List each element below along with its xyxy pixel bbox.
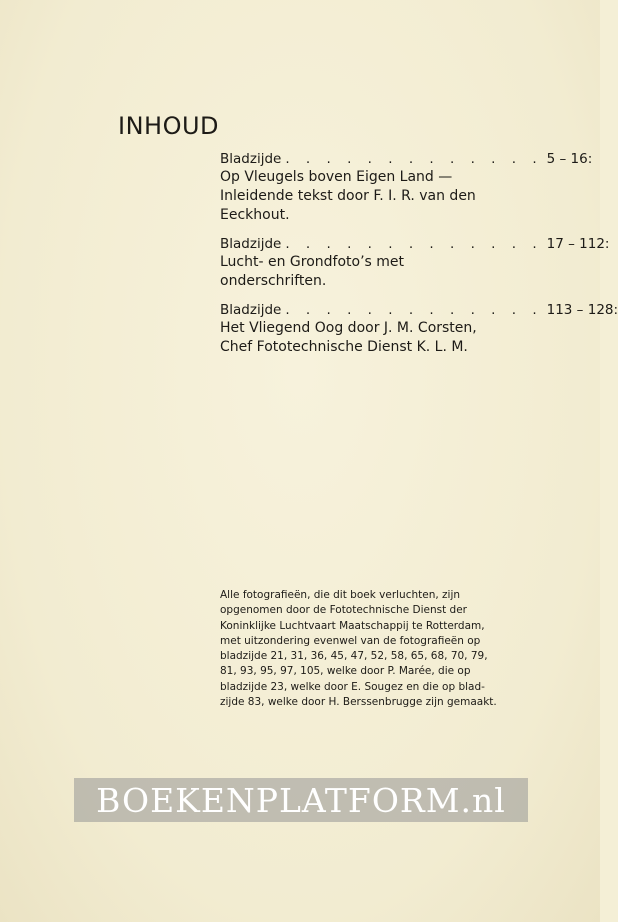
toc-entry	[220, 150, 593, 225]
toc-pages: 17 – 112:	[546, 236, 610, 252]
toc-leader-dots: . . . . . . . . . . . . .	[285, 302, 543, 318]
note-line: met uitzondering evenwel van de fotografieën op	[220, 634, 481, 647]
toc-entry-header	[220, 235, 610, 253]
toc-pages: 5 – 16:	[546, 151, 593, 167]
toc-entry	[220, 301, 618, 357]
toc-entry-header	[220, 301, 618, 319]
toc-label: Bladzijde	[220, 236, 282, 252]
note-line: Koninklijke Luchtvaart Maatschappij te Rotterdam,	[220, 619, 485, 632]
page-title: INHOUD	[118, 112, 220, 140]
note-line: bladzijde 21, 31, 36, 45, 47, 52, 58, 65, 68, 70, 79,	[220, 650, 488, 663]
toc-entry-header	[220, 150, 593, 168]
watermark-text: BOEKENPLATFORM.nl	[96, 780, 506, 820]
note-line: opgenomen door de Fototechnische Dienst der	[220, 604, 467, 617]
toc-label: Bladzijde	[220, 302, 282, 318]
toc-description-line: Eeckhout.	[220, 207, 290, 223]
toc-description-line: Op Vleugels boven Eigen Land —	[220, 169, 453, 185]
toc-leader-dots: . . . . . . . . . . . . .	[285, 236, 543, 252]
toc-description-line: Het Vliegend Oog door J. M. Corsten,	[220, 320, 477, 336]
watermark-banner	[74, 778, 528, 822]
toc-description-line: Inleidende tekst door F. I. R. van den	[220, 188, 476, 204]
toc-leader-dots: . . . . . . . . . . . . .	[285, 151, 543, 167]
note-line: zijde 83, welke door H. Berssenbrugge zijn gemaakt.	[220, 696, 497, 709]
toc-entry	[220, 235, 610, 291]
toc-pages: 113 – 128:	[546, 302, 618, 318]
table-of-contents	[220, 150, 618, 367]
photo-credits-note	[220, 588, 512, 710]
toc-description-line: Lucht- en Grondfoto’s met onderschriften.	[220, 254, 405, 289]
note-line: Alle fotografieën, die dit boek verluchten, zijn	[220, 589, 461, 601]
toc-label: Bladzijde	[220, 151, 282, 167]
note-line: 81, 93, 95, 97, 105, welke door P. Marée, die op	[220, 665, 471, 678]
note-line: bladzijde 23, welke door E. Sougez en die op blad-	[220, 680, 485, 693]
toc-description-line: Chef Fototechnische Dienst K. L. M.	[220, 339, 468, 355]
